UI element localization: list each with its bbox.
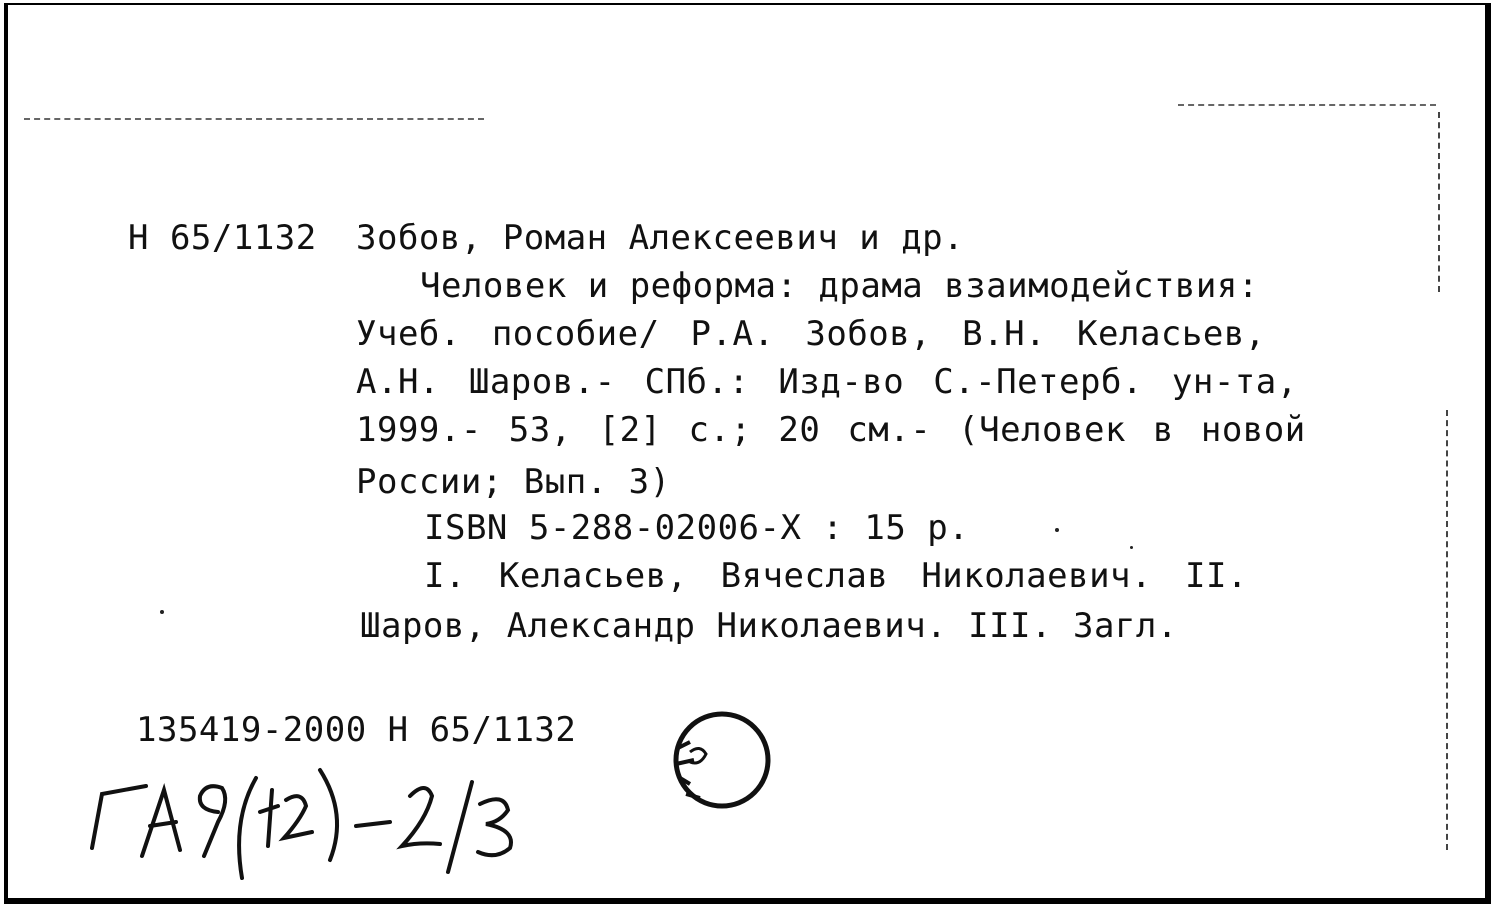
speck	[160, 610, 164, 614]
series-line: России; Вып. 3)	[356, 462, 671, 502]
shelf-mark-top: Н 65/1132	[128, 218, 317, 258]
speck	[1055, 528, 1059, 532]
publication-line: А.Н. Шаров.- СПб.: Изд-во С.-Петерб. ун-та,	[356, 362, 1298, 402]
responsibility-line: Учеб. пособие/ Р.А. Зобов, В.Н. Келасьев,	[356, 314, 1266, 354]
right-dashed-rule-upper	[1438, 112, 1440, 292]
library-stamp	[660, 706, 780, 816]
handwritten-code	[80, 760, 550, 890]
isbn-line: ISBN 5-288-02006-X : 15 р.	[424, 508, 970, 548]
tracing-line-1: I. Келасьев, Вячеслав Николаевич. II.	[424, 556, 1248, 596]
tracing-line-2: Шаров, Александр Николаевич. III. Загл.	[360, 606, 1178, 646]
top-dashed-rule-left	[24, 118, 484, 120]
author-heading: Зобов, Роман Алексеевич и др.	[356, 218, 965, 258]
top-dashed-rule-right	[1178, 104, 1436, 106]
title-line: Человек и реформа: драма взаимодействия:	[420, 266, 1259, 306]
speck	[1130, 546, 1133, 549]
inventory-line: 135419-2000 Н 65/1132	[136, 710, 577, 750]
right-dashed-rule-lower	[1446, 410, 1448, 850]
extent-line: 1999.- 53, [2] с.; 20 см.- (Человек в новой	[356, 410, 1306, 450]
